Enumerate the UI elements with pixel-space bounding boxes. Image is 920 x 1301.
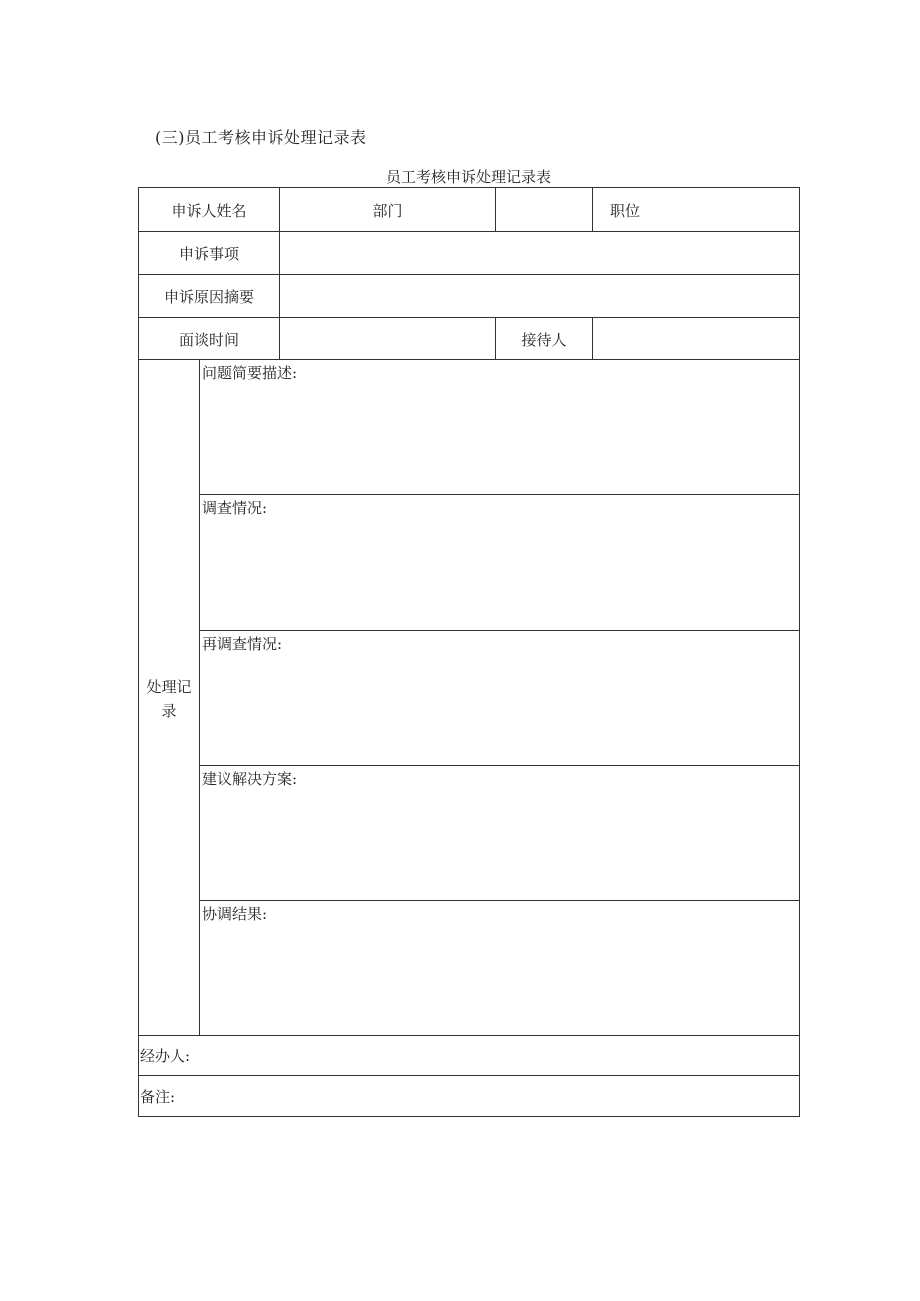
position-label: 职位 — [610, 202, 641, 220]
row-divider — [199, 900, 800, 901]
process-record-label-line2: 录 — [161, 702, 177, 720]
col-divider — [199, 359, 200, 1036]
row-divider — [138, 317, 800, 318]
interview-time-label: 面谈时间 — [178, 331, 239, 349]
table-title: 员工考核申诉处理记录表 — [385, 168, 551, 186]
table-border-bottom — [138, 1116, 800, 1117]
name-label: 申诉人姓名 — [171, 202, 247, 220]
row-divider — [199, 630, 800, 631]
table-border-left — [138, 187, 139, 1117]
col-divider — [592, 187, 593, 232]
remarks-label: 备注: — [140, 1088, 176, 1106]
handler-label: 经办人: — [140, 1047, 191, 1065]
problem-description-label: 问题简要描述: — [202, 364, 298, 382]
col-divider — [495, 187, 496, 232]
row-divider — [199, 494, 800, 495]
table-border-right — [799, 187, 800, 1117]
process-record-label-line1: 处理记 — [146, 678, 192, 696]
row-divider — [138, 231, 800, 232]
reinvestigation-label: 再调查情况: — [202, 635, 283, 653]
row-divider — [138, 359, 800, 360]
matter-label: 申诉事项 — [178, 245, 239, 263]
process-record-label — [139, 675, 199, 723]
receiver-label: 接待人 — [521, 331, 567, 349]
investigation-label: 调查情况: — [202, 499, 268, 517]
row-divider — [138, 1035, 800, 1036]
result-label: 协调结果: — [202, 905, 268, 923]
row-divider — [138, 1075, 800, 1076]
reason-label: 申诉原因摘要 — [163, 288, 254, 306]
dept-label: 部门 — [372, 202, 403, 220]
section-title: (三)员工考核申诉处理记录表 — [155, 128, 367, 147]
col-divider — [592, 317, 593, 360]
row-divider — [138, 274, 800, 275]
table-border-top — [138, 187, 800, 188]
row-divider — [199, 765, 800, 766]
solution-label: 建议解决方案: — [202, 770, 298, 788]
